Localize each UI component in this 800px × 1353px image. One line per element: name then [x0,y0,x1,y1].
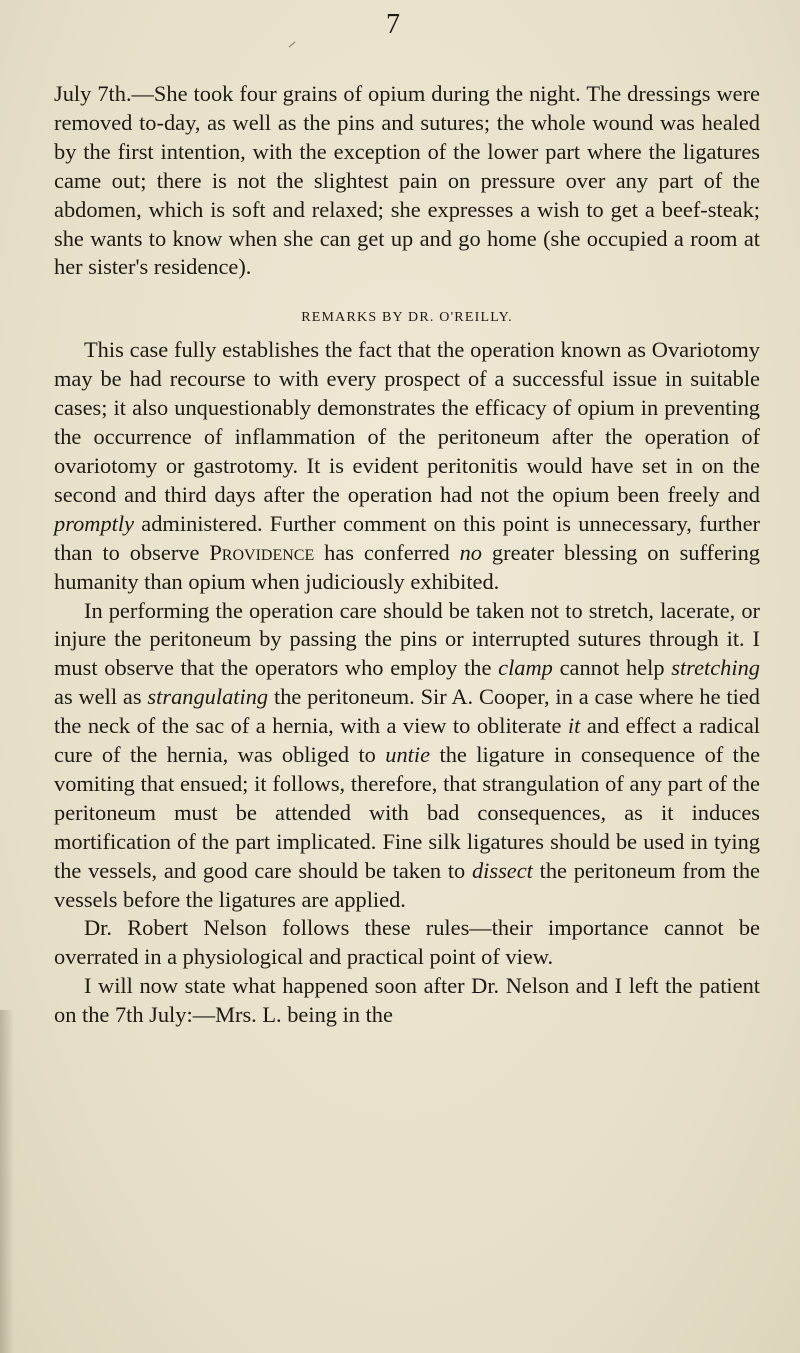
italic-strangulating: strangulating [147,684,269,710]
text-run: has conferred [324,539,450,565]
paragraph-operation-care [54,597,760,915]
body-text [54,80,760,1030]
text-run: In performing the operation care should be taken not to stretch, lacerate, or injure the peritoneum by passing the pins or interrupted sutures through it. I must observe that the operators who employ the [54,597,760,681]
italic-no: no [459,539,482,565]
section-heading: REMARKS BY DR. O'REILLY. [301,310,513,326]
italic-it: it [567,713,581,739]
text-run: I will now state what happened soon after Dr. Nelson and I left the patient on the 7th July:—Mrs. L. being in the [54,973,760,1028]
italic-untie: untie [385,742,431,768]
text-run: as well as [54,684,142,710]
paragraph-1-text: July 7th.—She took four grains of opium during the night. The dressings were removed to-day, as well as the pins and sutures; the whole wound was healed by the first intention, with the exception of the lower part where the ligatures came out; there is not the slightest pain on pressure over any part of the abdomen, which is soft and relaxed; she expresses a wish to get a beef-steak; she wants to know when she can get up and go home (she occupied a room at her sister's residence). [54,81,760,280]
text-run: the ligature in consequence of the vomiting that ensued; it follows, therefore, that strangulation of any part of the peritoneum must be attended with bad consequences, as it induces mortification of the part implicated. Fine silk ligatures should be used in tying the vessels, and good care should be taken to [54,742,761,883]
text-run: and effect a radical cure of the hernia, was obliged to [54,713,760,768]
italic-clamp: clamp [498,655,553,681]
paragraph-what-happened [54,972,760,1030]
small-caps-providence: Providence [209,539,315,565]
text-run: This case fully establishes the fact that the operation known as Ovariotomy may be had recourse to with every prospect of a successful issue in suitable cases; it also unquestionably demonstrates the efficacy of opium in preventing the occurrence of inflammation of the peritoneum after the operation of ovariotomy or gastrotomy. It is evident peritonitis would have set in on the second and third days after the operation had not the opium been freely and [54,337,760,507]
text-run: administered. Further comment on this point is unnecessary, further than to observe [54,510,760,565]
paragraph-july-7th [54,80,760,282]
paragraph-remarks-opium [54,336,760,596]
paragraph-nelson-rules [54,914,760,972]
italic-stretching: stretching [671,655,760,681]
text-run: cannot help [559,655,665,681]
page-edge-shadow [0,1010,14,1353]
italic-promptly: promptly [54,510,135,536]
ink-mark [289,42,296,48]
italic-dissect: dissect [471,857,533,883]
text-run: the peritoneum from the vessels before the ligatures are applied. [54,857,760,912]
text-run: Dr. Robert Nelson follows these rules—their importance cannot be overrated in a physiological and practical point of view. [54,915,760,970]
page-number: 7 [386,9,400,40]
text-run: greater blessing on suffering humanity than opium when judiciously exhibited. [54,539,760,594]
text-run: the peritoneum. Sir A. Cooper, in a case where he tied the neck of the sac of a hernia, with a view to obliterate [54,684,760,739]
